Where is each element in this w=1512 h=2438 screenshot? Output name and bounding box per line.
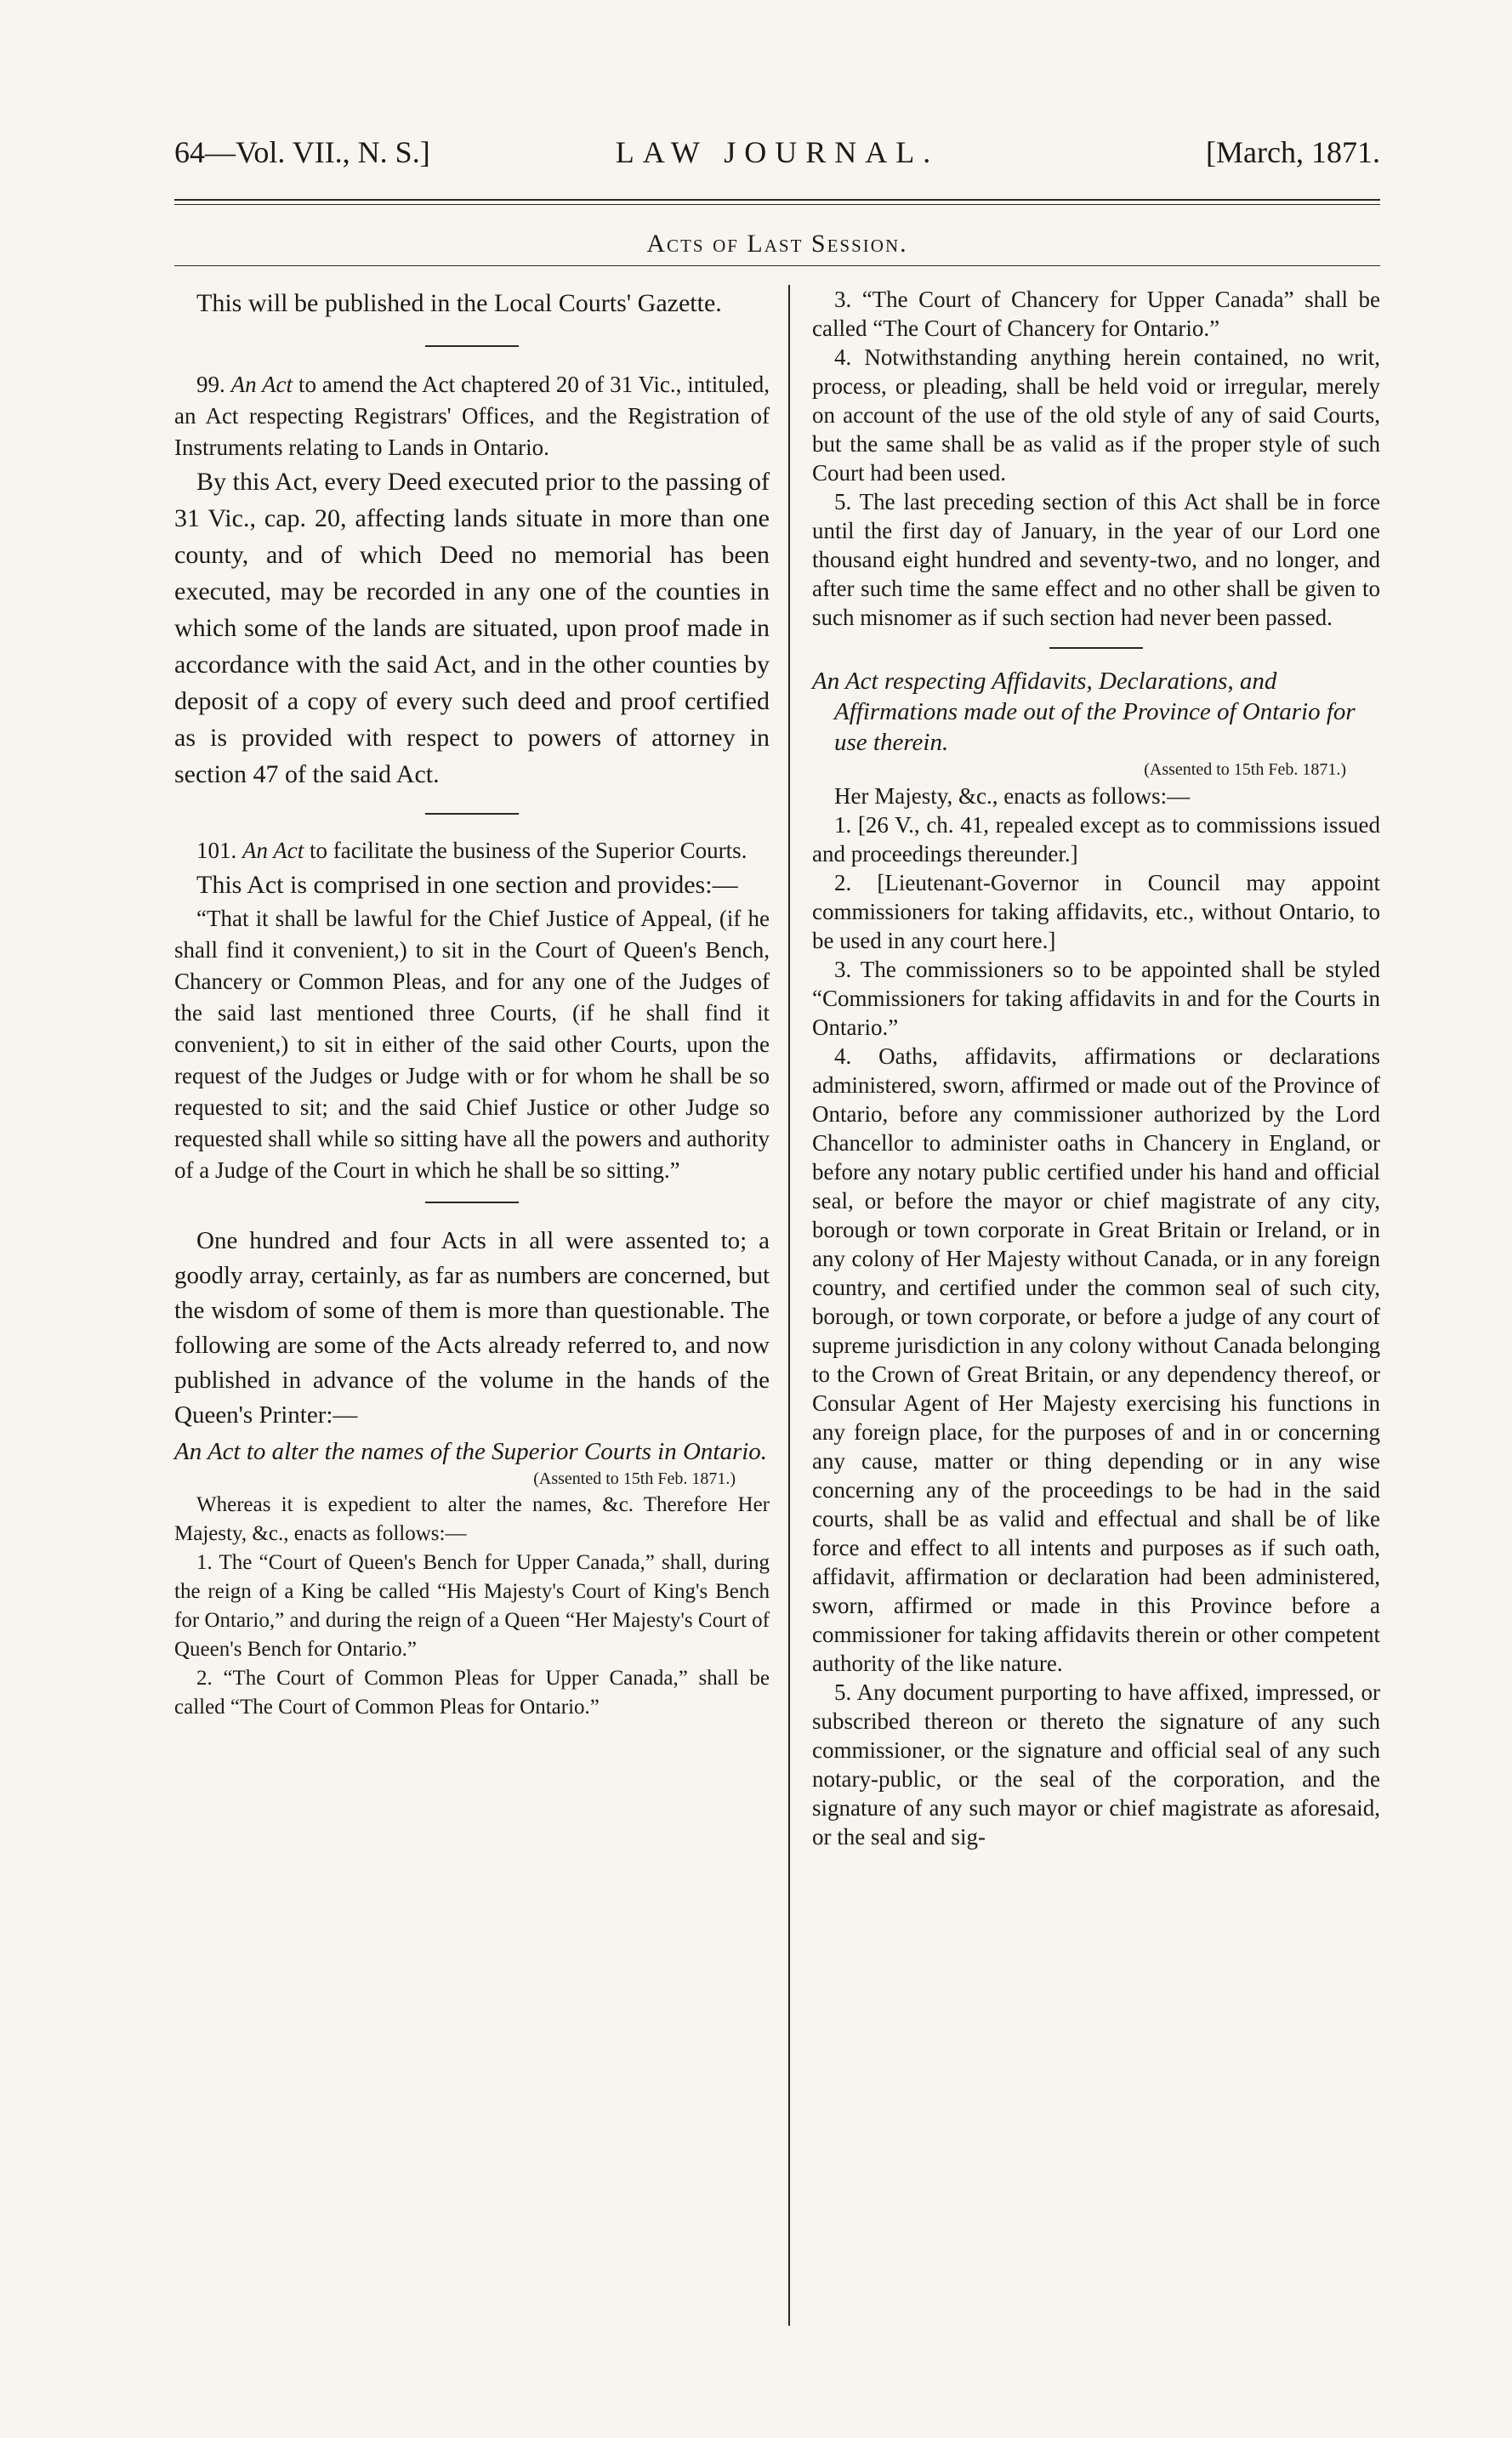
- act-description: to amend the Act chaptered 20 of 31 Vic., intituled, an Act respecting Registrars' Offices, and the Registration of Instruments relating to Lands in Ontario.: [174, 372, 770, 460]
- affidavits-section-4: 4. Oaths, affidavits, affirmations or declarations administered, sworn, affirmed or made out of the Province of Ontario, before any commissioner authorized by the Lord Chancellor to administer oaths in Chancery in England, or before any notary public certified under his hand and official seal, or before the mayor or chief magistrate of any city, borough or town corporate in Great Britain or Ireland, or in any colony of Her Majesty without Canada, or in any foreign country, and certified under the common seal of such city, borough, or town corporate, or before a judge of any court of supreme jurisdiction in any colony without Canada belonging to the Crown of Great Britain, or any dependency thereof, or Consular Agent of Her Majesty exercising his functions in any foreign place, for the purposes of and in or concerning any cause, matter or thing depending or in any wise concerning any of the proceedings to be had in the said courts, shall be as valid and effectual and shall be of like force and effect to all intents and purposes as if such oath, affidavit, affirmation or declaration had been administered, sworn, affirmed or made in this Province before a commissioner for taking affidavits therein or other competent authority of the like nature.: [812, 1043, 1380, 1676]
- act-label: An Act: [230, 372, 293, 397]
- header-volume: 64—Vol. VII., N. S.]: [174, 135, 430, 169]
- affidavits-section-2: 2. [Lieutenant-Governor in Council may appoint commissioners for taking affidavits, etc., without Ontario, to be used in any court here.]: [812, 870, 1380, 953]
- section-title-rule: [174, 265, 1380, 266]
- affidavits-section-1: 1. [26 V., ch. 41, repealed except as to commissions issued and proceedings thereunder.]: [812, 812, 1380, 867]
- act-number: 99.: [196, 372, 225, 397]
- affidavits-section-3: 3. The commissioners so to be appointed shall be styled “Commissioners for taking affidavits in and for the Courts in Ontario.”: [812, 957, 1380, 1040]
- acts-assented-paragraph: One hundred and four Acts in all were assented to; a goodly array, certainly, as far as numbers are concerned, but the wisdom of some of them is more than questionable. The following are some of the Acts already referred to, and now published in advance of the volume in the hands of the Queen's Printer:—: [174, 1227, 770, 1429]
- act-99-summary: [174, 369, 770, 463]
- act-101-summary: [174, 835, 770, 867]
- right-column: [812, 285, 1380, 1851]
- assent-date: (Assented to 15th Feb. 1871.): [1144, 760, 1346, 779]
- column-divider: [788, 285, 790, 2326]
- assent-date: (Assented to 15th Feb. 1871.): [533, 1469, 736, 1488]
- header-rule: [174, 199, 1380, 201]
- act-label: An Act: [242, 838, 304, 863]
- deed-registration-paragraph: By this Act, every Deed executed prior to the passing of 31 Vic., cap. 20, affecting lands situate in more than one county, and of which Deed no memorial has been executed, may be recorded in any one of the counties in which some of the lands are situated, upon proof made in accordance with the said Act, and in the other counties by deposit of a copy of every such deed and proof certified as is provided with respect to powers of attorney in section 47 of the said Act.: [174, 468, 770, 788]
- affidavits-section-5: 5. Any document purporting to have affixed, impressed, or subscribed thereon or thereto the signature of any such commissioner, or the signature and official seal of any such notary-public, or the seal of the corporation, and the signature of any such mayor or chief magistrate as aforesaid, or the seal and sig-: [812, 1679, 1380, 1850]
- header-journal-title: LAW JOURNAL.: [615, 135, 940, 169]
- act-number: 101.: [196, 838, 237, 863]
- section-3-chancery: 3. “The Court of Chancery for Upper Canada” shall be called “The Court of Chancery for Ontario.”: [812, 287, 1380, 341]
- act-description: to facilitate the business of the Superior Courts.: [309, 838, 747, 863]
- section-4-validity: 4. Notwithstanding anything herein contained, no writ, process, or pleading, shall be held void or irregular, merely on account of the use of the old style of any of said Courts, but the same shall be as valid as if the proper style of such Court had been used.: [812, 344, 1380, 486]
- whereas-paragraph: Whereas it is expedient to alter the names, &c. Therefore Her Majesty, &c., enacts as follows:—: [174, 1493, 770, 1545]
- act-101-provides: This Act is comprised in one section and provides:—: [196, 871, 738, 899]
- header-date: [March, 1871.: [1206, 135, 1380, 169]
- local-courts-note: This will be published in the Local Courts' Gazette.: [196, 289, 722, 317]
- section-title: Acts of Last Session.: [646, 230, 908, 258]
- section-5-duration: 5. The last preceding section of this Act shall be in force until the first day of January, in the year of our Lord one thousand eight hundred and seventy-two, and no longer, and after such time the same effect and no other shall be given to such misnomer as if such section had never been passed.: [812, 489, 1380, 630]
- header-rule-thin: [174, 204, 1380, 205]
- enacting-clause: Her Majesty, &c., enacts as follows:—: [834, 783, 1191, 809]
- act-title-affidavits: An Act respecting Affidavits, Declarations, and Affirmations made out of the Province of Ontario for use therein.: [812, 668, 1356, 756]
- act-101-quotation: “That it shall be lawful for the Chief Justice of Appeal, (if he shall find it convenient,) to sit in the Court of Queen's Bench, Chancery or Common Pleas, and for any one of the Judges of the said last mentioned three Courts, (if he shall find it convenient,) to sit in either of the said other Courts, upon the request of the Judges or Judge with or for whom he shall be so requested to sit; and the said Chief Justice or other Judge so requested shall while so sitting have all the powers and authority of a Judge of the Court in which he shall be so sitting.”: [174, 906, 770, 1183]
- left-column: [174, 285, 770, 1722]
- section-1-queens-bench: 1. The “Court of Queen's Bench for Upper Canada,” shall, during the reign of a King be called “His Majesty's Court of King's Bench for Ontario,” and during the reign of a Queen “Her Majesty's Court of Queen's Bench for Ontario.”: [174, 1551, 770, 1661]
- running-header: [174, 134, 1380, 185]
- act-title-superior-courts: An Act to alter the names of the Superior Courts in Ontario.: [174, 1438, 768, 1465]
- section-2-common-pleas: 2. “The Court of Common Pleas for Upper Canada,” shall be called “The Court of Common Pleas for Ontario.”: [174, 1667, 770, 1719]
